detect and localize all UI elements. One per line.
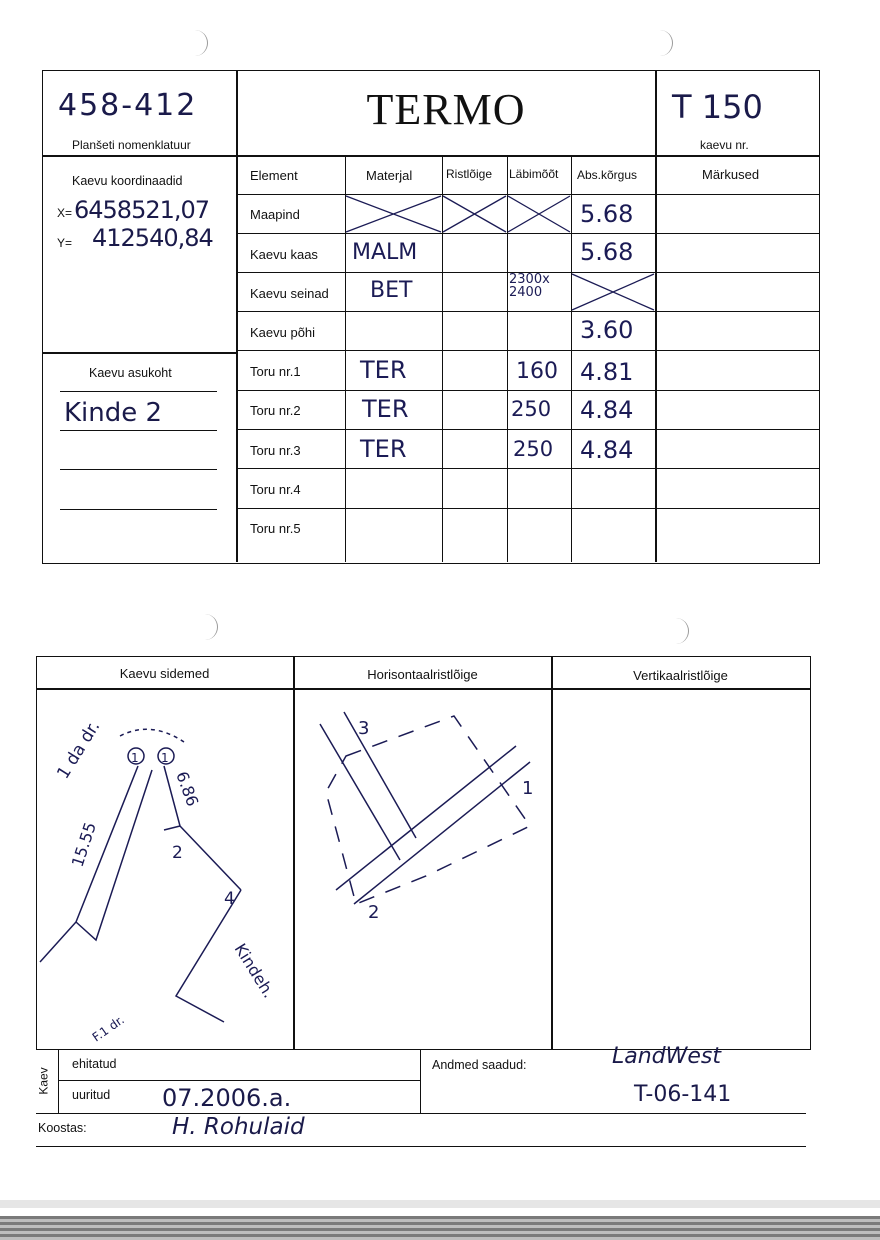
sketch-label: 1	[522, 778, 534, 799]
cross-mark	[572, 274, 654, 310]
data-source-label: Andmed saadud:	[432, 1058, 527, 1072]
header-height: Abs.kõrgus	[577, 168, 638, 182]
row-element: Toru nr.3	[250, 443, 301, 458]
cross-mark	[443, 196, 506, 232]
header-notes: Märkused	[702, 167, 760, 182]
row-element: Toru nr.1	[250, 364, 301, 379]
section-vertical-label: Vertikaalristlõige	[633, 668, 728, 683]
scan-edge	[0, 1200, 880, 1208]
pipe-line-mid	[164, 826, 180, 830]
section-connections-label: Kaevu sidemed	[119, 666, 210, 681]
diameter-value: 160	[516, 359, 558, 384]
material-value: TER	[362, 395, 409, 423]
page-title: TERMO	[366, 85, 526, 134]
x-label: X=	[57, 206, 73, 220]
row-element: Kaevu kaas	[250, 247, 318, 262]
well-number-value: T 150	[672, 88, 763, 126]
diameter-value: 250	[511, 397, 552, 421]
built-label: ehitatud	[72, 1057, 117, 1071]
horizontal-section-sketch	[294, 690, 551, 1048]
material-value: TER	[360, 435, 407, 463]
cross-mark	[346, 196, 441, 232]
location-label: Kaevu asukoht	[89, 366, 172, 380]
row-element: Toru nr.4	[250, 482, 301, 497]
row-element: Maapind	[250, 207, 300, 222]
sketch-label: 6.86	[172, 768, 203, 809]
material-value: BET	[370, 278, 413, 303]
y-label: Y=	[57, 236, 73, 250]
header-element: Element	[250, 168, 298, 183]
data-source-code: T-06-141	[634, 1082, 732, 1107]
section-horizontal-label: Horisontaalristlõige	[367, 667, 478, 682]
pipe-3b	[344, 712, 416, 838]
material-value: MALM	[352, 240, 418, 265]
sketch-label: 15.55	[67, 819, 100, 870]
sketch-node-label: 1	[131, 751, 139, 765]
footer-v-left	[58, 1050, 59, 1113]
pipe-1b	[354, 762, 530, 904]
height-value: 5.68	[580, 238, 634, 266]
pipe-line-right	[164, 766, 241, 890]
y-value: 412540,84	[92, 224, 213, 252]
nomenclature-label: Planšeti nomenklatuur	[72, 138, 191, 152]
cross-mark	[508, 196, 570, 232]
pipe-1	[336, 746, 516, 890]
measured-value: 07.2006.a.	[162, 1084, 292, 1112]
wall-dashed	[326, 716, 530, 904]
row-element: Toru nr.5	[250, 521, 301, 536]
sketch-node-label: 1	[161, 751, 169, 765]
compiled-value: H. Rohulaid	[172, 1114, 305, 1140]
data-source-signature: LandWest	[612, 1044, 722, 1069]
footer-h-bottom	[36, 1113, 806, 1114]
sketch-label: 4	[224, 889, 235, 909]
sketch-label: 2	[368, 902, 380, 923]
diameter-value: 250	[513, 437, 554, 461]
row-element: Kaevu seinad	[250, 286, 329, 301]
sketch-label: 2	[172, 843, 183, 863]
lower-v2	[551, 656, 553, 1050]
punch-mark	[205, 614, 218, 640]
nomenclature-value: 458-412	[58, 88, 198, 123]
scan-edge	[0, 1216, 880, 1240]
sketch-label: 1 da dr.	[53, 717, 105, 783]
height-value: 5.68	[580, 200, 634, 228]
row-element: Kaevu põhi	[250, 325, 316, 340]
dashed-arc	[120, 729, 184, 742]
sketch-label: Kindeh.	[230, 940, 279, 1002]
footer-v-mid	[420, 1050, 421, 1113]
pipe-line-right-lower	[176, 890, 241, 1022]
well-number-label: kaevu nr.	[700, 138, 749, 152]
crossed-cells	[0, 0, 880, 600]
height-value: 4.81	[580, 358, 634, 386]
height-value: 3.60	[580, 316, 634, 344]
height-value: 4.84	[580, 396, 634, 424]
coordinates-label: Kaevu koordinaadid	[72, 174, 183, 188]
compiled-label: Koostas:	[38, 1121, 87, 1135]
pipe-3	[320, 724, 400, 860]
punch-mark	[676, 618, 689, 644]
footer-h-last	[36, 1146, 806, 1147]
sketch-label: 3	[358, 718, 370, 739]
location-value: Kinde 2	[64, 398, 163, 428]
header-material: Materjal	[366, 168, 413, 183]
material-value: TER	[360, 356, 407, 384]
x-value: 6458521,07	[74, 196, 210, 224]
measured-label: uuritud	[72, 1088, 111, 1102]
row-element: Toru nr.2	[250, 403, 301, 418]
header-cross: Ristlõige	[446, 167, 493, 181]
kaev-label: Kaev	[36, 1067, 51, 1095]
header-diameter: Läbimõõt	[509, 167, 559, 181]
connections-sketch	[36, 690, 293, 1048]
height-value: 4.84	[580, 436, 634, 464]
footer-h-mid	[58, 1080, 420, 1081]
diameter-value: 2300x 2400	[509, 272, 550, 300]
pipe-line-left	[40, 766, 138, 962]
sketch-label: F.1 dr.	[89, 1012, 127, 1045]
